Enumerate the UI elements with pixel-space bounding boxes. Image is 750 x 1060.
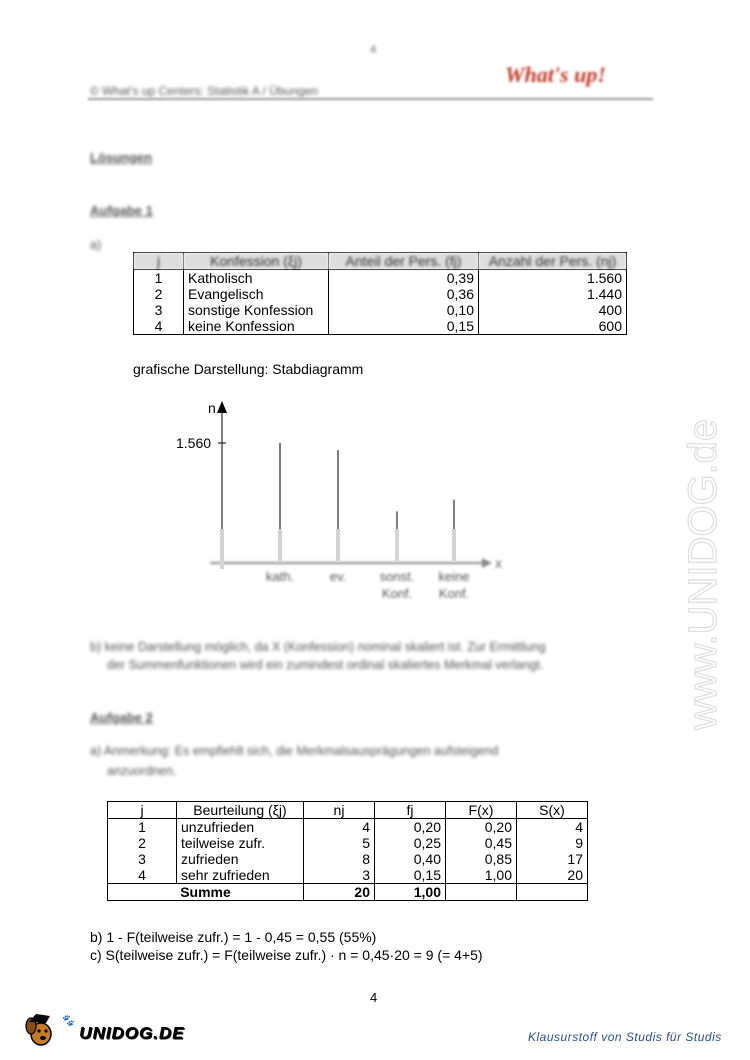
- aufgabe2-note-line2: anzuordnen.: [107, 764, 177, 778]
- table-row: [108, 851, 588, 867]
- column-header: j: [134, 253, 184, 270]
- aufgabe2-note-line1: a) Anmerkung: Es empfiehlt sich, die Merkmalsausprägungen aufsteigend: [90, 744, 499, 758]
- cell-konfession: sonstige Konfession: [184, 302, 329, 318]
- cell-sx: 4: [517, 819, 588, 836]
- cell-konfession: Evangelisch: [184, 286, 329, 302]
- cell-anteil: 0,39: [329, 270, 479, 287]
- footer-tagline: Klausurstoff von Studis für Studis: [528, 1030, 722, 1044]
- y-axis-arrow: [217, 401, 227, 413]
- sum-label: Summe: [108, 884, 304, 901]
- cell-sx: 17: [517, 851, 588, 867]
- aufgabe1-part-b-line2: der Summenfunktionen wird ein zumindest ordinal skaliertes Merkmal verlangt.: [107, 658, 544, 672]
- cell-j: 3: [134, 302, 184, 318]
- sum-empty-cell: [446, 884, 517, 901]
- footer-logo-text: UNIDOG.DE: [79, 1023, 185, 1043]
- dog-icon: [24, 1014, 56, 1053]
- x-tick-label-3: Konf.: [381, 586, 413, 601]
- x-labels-group: [266, 569, 470, 601]
- aufgabe1-part-b-line1: b) keine Darstellung möglich, da X (Konfession) nominal skaliert ist. Zur Ermittlung: [90, 640, 546, 654]
- x-axis-arrow: [482, 558, 492, 568]
- bars-group: [220, 443, 456, 569]
- cell-j: 4: [108, 867, 177, 884]
- table-row: [108, 819, 588, 836]
- bar-base-1: [278, 529, 282, 561]
- aufgabe1-heading: Aufgabe 1: [90, 203, 153, 218]
- header-divider: [88, 98, 653, 100]
- cell-anteil: 0,36: [329, 286, 479, 302]
- cell-j: 1: [134, 270, 184, 287]
- table-row: [134, 318, 627, 335]
- cell-fj: 0,40: [375, 851, 446, 867]
- cell-j: 2: [108, 835, 177, 851]
- column-header: F(x): [446, 802, 517, 819]
- x-tick-label-1: kath.: [265, 569, 295, 584]
- table-row: [108, 867, 588, 884]
- cell-anzahl: 1.440: [479, 286, 627, 302]
- beurteilung-table: [107, 801, 588, 901]
- unidog-watermark: [672, 275, 732, 735]
- bar-base-2: [336, 529, 340, 561]
- bar-base-4: [452, 529, 456, 561]
- cell-fx: 0,45: [446, 835, 517, 851]
- column-header: j: [108, 802, 177, 819]
- axis-stub: [220, 529, 224, 569]
- cell-fx: 0,20: [446, 819, 517, 836]
- x-tick-label-4: Konf.: [438, 586, 470, 601]
- x-axis-label: x: [495, 555, 502, 571]
- table-row: [134, 270, 627, 287]
- cell-sx: 20: [517, 867, 588, 884]
- aufgabe2-answer-b: b) 1 - F(teilweise zufr.) = 1 - 0,45 = 0,55 (55%): [90, 929, 377, 945]
- cell-fx: 1,00: [446, 867, 517, 884]
- cell-beurteilung: unzufrieden: [177, 819, 304, 836]
- y-tick-label: 1.560: [176, 435, 212, 451]
- cell-anzahl: 600: [479, 318, 627, 335]
- paw-icon: 🐾: [60, 1015, 75, 1027]
- sum-n: 20: [304, 884, 375, 901]
- table-header-row: [134, 253, 627, 270]
- cell-beurteilung: sehr zufrieden: [177, 867, 304, 884]
- cell-nj: 3: [304, 867, 375, 884]
- cell-nj: 4: [304, 819, 375, 836]
- page-number: 4: [370, 990, 378, 1005]
- column-header: Anteil der Pers. (fj): [329, 253, 479, 270]
- cell-anteil: 0,10: [329, 302, 479, 318]
- column-header: S(x): [517, 802, 588, 819]
- cell-konfession: keine Konfession: [184, 318, 329, 335]
- header-source-text: © What's up Centers: Statistik A / Übungen: [90, 84, 318, 98]
- cell-konfession: Katholisch: [184, 270, 329, 287]
- column-header: fj: [375, 802, 446, 819]
- header-top-mark: 4: [370, 44, 377, 56]
- x-tick-label-2: ev.: [329, 569, 347, 584]
- table-row: [134, 286, 627, 302]
- chart-caption: grafische Darstellung: Stabdiagramm: [133, 361, 364, 377]
- cell-anteil: 0,15: [329, 318, 479, 335]
- cell-nj: 5: [304, 835, 375, 851]
- x-tick-label-4: keine: [438, 569, 470, 584]
- cell-fj: 0,15: [375, 867, 446, 884]
- cell-fx: 0,85: [446, 851, 517, 867]
- aufgabe2-answer-c: c) S(teilweise zufr.) = F(teilweise zufr.) · n = 0,45·20 = 9 (= 4+5): [90, 947, 483, 963]
- sum-f: 1,00: [375, 884, 446, 901]
- cell-j: 4: [134, 318, 184, 335]
- stabdiagramm-chart: [160, 395, 520, 610]
- cell-anzahl: 400: [479, 302, 627, 318]
- x-tick-label-3: sonst.: [379, 569, 415, 584]
- aufgabe2-heading: Aufgabe 2: [90, 710, 153, 725]
- cell-beurteilung: zufrieden: [177, 851, 304, 867]
- cell-anzahl: 1.560: [479, 270, 627, 287]
- cell-nj: 8: [304, 851, 375, 867]
- column-header: Anzahl der Pers. (nj): [479, 253, 627, 270]
- whats-up-logo: What's up!: [505, 62, 606, 87]
- cell-j: 1: [108, 819, 177, 836]
- table-sum-row: [108, 884, 588, 901]
- table-header-row: [108, 802, 588, 819]
- column-header: Beurteilung (ξj): [177, 802, 304, 819]
- cell-beurteilung: teilweise zufr.: [177, 835, 304, 851]
- column-header: Konfession (ξj): [184, 253, 329, 270]
- unidog-footer-logo: [24, 1014, 185, 1053]
- bar-base-3: [395, 529, 399, 561]
- watermark-text: www.UNIDOG.de: [681, 418, 725, 730]
- sum-empty-cell: [517, 884, 588, 901]
- cell-fj: 0,25: [375, 835, 446, 851]
- cell-sx: 9: [517, 835, 588, 851]
- cell-j: 2: [134, 286, 184, 302]
- column-header: nj: [304, 802, 375, 819]
- page-title: Lösungen: [90, 150, 153, 165]
- table-row: [108, 835, 588, 851]
- cell-j: 3: [108, 851, 177, 867]
- cell-fj: 0,20: [375, 819, 446, 836]
- table-row: [134, 302, 627, 318]
- aufgabe1-part-a-label: a): [90, 238, 102, 252]
- y-axis-label: n: [208, 400, 216, 416]
- konfession-table: [133, 252, 627, 335]
